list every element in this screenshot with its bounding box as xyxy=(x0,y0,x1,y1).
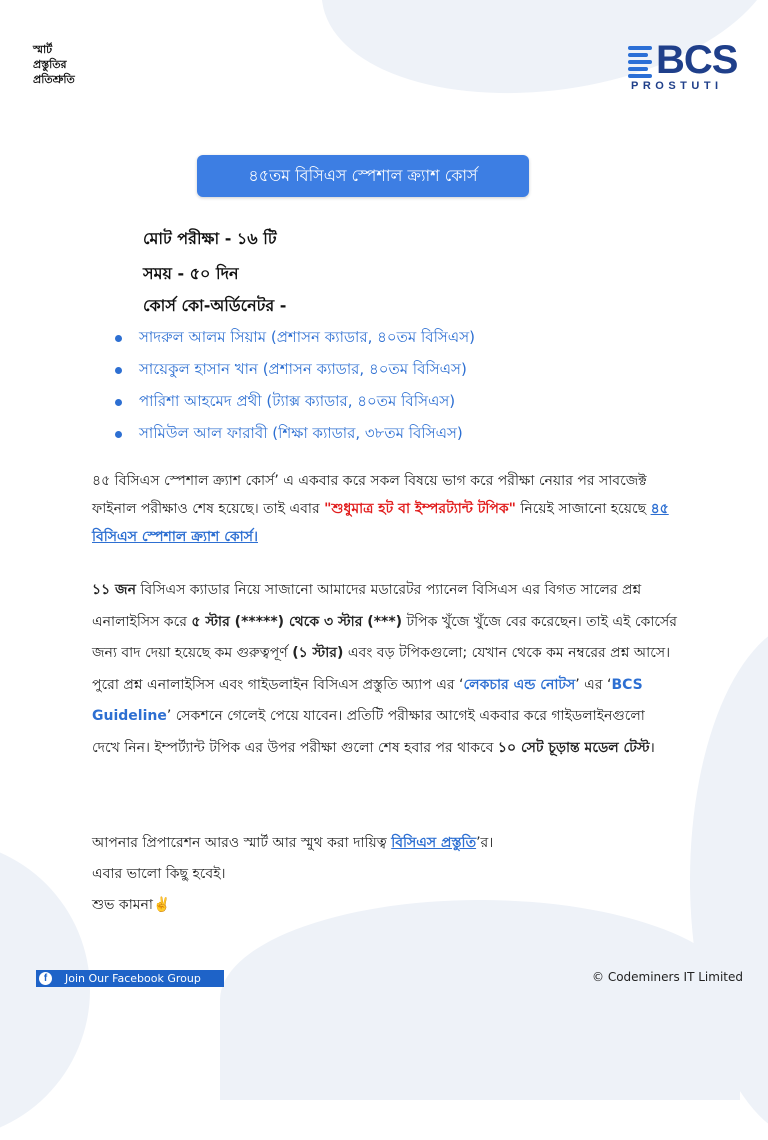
details-text: ’ এর ‘ xyxy=(575,676,612,693)
coordinator-name: সামিউল আল ফারাবী (শিক্ষা ক্যাডার, ৩৮তম বিসিএস) xyxy=(139,423,463,442)
closing-text: আপনার প্রিপারেশন আরও স্মার্ট আর স্মুথ করা দায়িত্ব xyxy=(92,835,392,851)
tagline-line: স্মার্ট xyxy=(33,43,53,56)
course-title-banner xyxy=(197,155,529,197)
copyright-text: © Codeminers IT Limited xyxy=(592,970,743,984)
closing-text: ’র। xyxy=(476,835,494,851)
coordinator-heading: কোর্স কো-অর্ডিনেটর - xyxy=(143,296,287,315)
coordinator-item xyxy=(115,322,475,354)
logo-subtext: PROSTUTI xyxy=(631,80,723,92)
course-duration: সময় - ৫০ দিন xyxy=(143,264,239,283)
bcs-prostuti-link[interactable]: বিসিএস প্রস্তুতি xyxy=(391,835,477,851)
intro-text: ৪৫ বিসিএস স্পেশাল ক্র্যাশ কোর্স’ এ একবার করে সকল বিষয়ে ভাগ করে পরীক্ষা নেয়ার পর সাবজেক্ট ফাইনাল পরীক্ষাও শেষ হয়েছে। তাই এবার xyxy=(92,473,647,517)
coordinator-name: সায়েকুল হাসান খান (প্রশাসন ক্যাডার, ৪০তম বিসিএস) xyxy=(139,359,467,378)
coordinator-name: পারিশা আহমেদ প্রথী (ট্যাক্স ক্যাডার, ৪০তম বিসিএস) xyxy=(139,391,456,410)
details-text: এবং বড় টপিকগুলো; যেখান থেকে কম নম্বরের প্রশ্ন আসে। পুরো প্রশ্ন এনালাইসিস এবং গাইডলাইন বিসিএস প্রস্তুতি অ্যাপ এর ‘ xyxy=(92,645,671,693)
bullet-icon xyxy=(115,431,122,438)
details-text: বিসিএস ক্যাডার নিয়ে সাজানো আমাদের মডারেটর প্যানেল বিসিএস এর বিগত সালের প্রশ্ন এনালাইসিস করে xyxy=(92,582,642,630)
model-test-count: ১০ সেট চূড়ান্ত মডেল টেস্ট xyxy=(497,739,650,756)
course-title: ৪৫তম বিসিএস স্পেশাল ক্র্যাশ কোর্স xyxy=(248,165,478,185)
join-facebook-group-button[interactable] xyxy=(36,970,224,987)
background-shape xyxy=(0,840,90,1140)
details-text: টপিক খুঁজে খুঁজে বের করেছেন। তাই এই কোর্সের জন্য বাদ দেয়া হয়েছে কম গুরুত্বপূর্ণ xyxy=(92,613,677,661)
closing-line: এবার ভালো কিছু হবেই। xyxy=(92,866,226,882)
details-text: । xyxy=(649,739,655,756)
bullet-icon xyxy=(115,367,122,374)
tagline xyxy=(33,42,75,87)
closing-paragraph xyxy=(92,828,677,921)
facebook-button-label: Join Our Facebook Group xyxy=(65,972,201,985)
bullet-icon xyxy=(115,399,122,406)
details-paragraph xyxy=(92,575,677,764)
tagline-line: প্রস্তুতির xyxy=(33,58,67,71)
hot-topic-highlight: "শুধুমাত্র হট বা ইম্পরট্যান্ট টপিক" xyxy=(324,501,516,517)
intro-text: নিয়েই সাজানো হয়েছে xyxy=(515,501,651,517)
coordinator-list xyxy=(115,322,475,450)
one-star-label: (১ স্টার) xyxy=(292,645,344,661)
facebook-icon: f xyxy=(39,972,52,985)
coordinator-item xyxy=(115,354,475,386)
star-range: ৫ স্টার (*****) থেকে ৩ স্টার (***) xyxy=(191,613,403,630)
coordinator-name: সাদরুল আলম সিয়াম (প্রশাসন ক্যাডার, ৪০তম বিসিএস) xyxy=(139,327,475,346)
coordinator-item xyxy=(115,386,475,418)
bcs-prostuti-logo xyxy=(628,38,738,94)
course-link[interactable]: ৪৫ বিসিএস স্পেশাল ক্র্যাশ কোর্স। xyxy=(92,501,669,545)
closing-line: শুভ কামনা✌️ xyxy=(92,897,171,913)
logo-text: BCS xyxy=(656,38,738,82)
details-text: ’ সেকশনে গেলেই পেয়ে যাবেন। প্রতিটি পরীক্ষার আগেই একবার করে গাইডলাইনগুলো দেখে নিন। ইম্পর্ট্যান্ট টপিক এর উপর পরীক্ষা গুলো শেষ হবার পর থাকবে xyxy=(92,708,645,756)
bcs-guideline-section: BCS Guideline xyxy=(92,676,643,724)
intro-paragraph xyxy=(92,467,677,551)
coordinator-item xyxy=(115,418,475,450)
lecture-notes-section: লেকচার এন্ড নোটস xyxy=(463,676,576,693)
tagline-line: প্রতিশ্রুতি xyxy=(33,73,75,86)
logo-stripes-icon xyxy=(628,44,654,78)
bullet-icon xyxy=(115,335,122,342)
total-exams: মোট পরীক্ষা - ১৬ টি xyxy=(143,229,277,248)
closing-line xyxy=(92,828,677,859)
cadre-count: ১১ জন xyxy=(92,582,136,598)
background-shape xyxy=(220,900,740,1100)
